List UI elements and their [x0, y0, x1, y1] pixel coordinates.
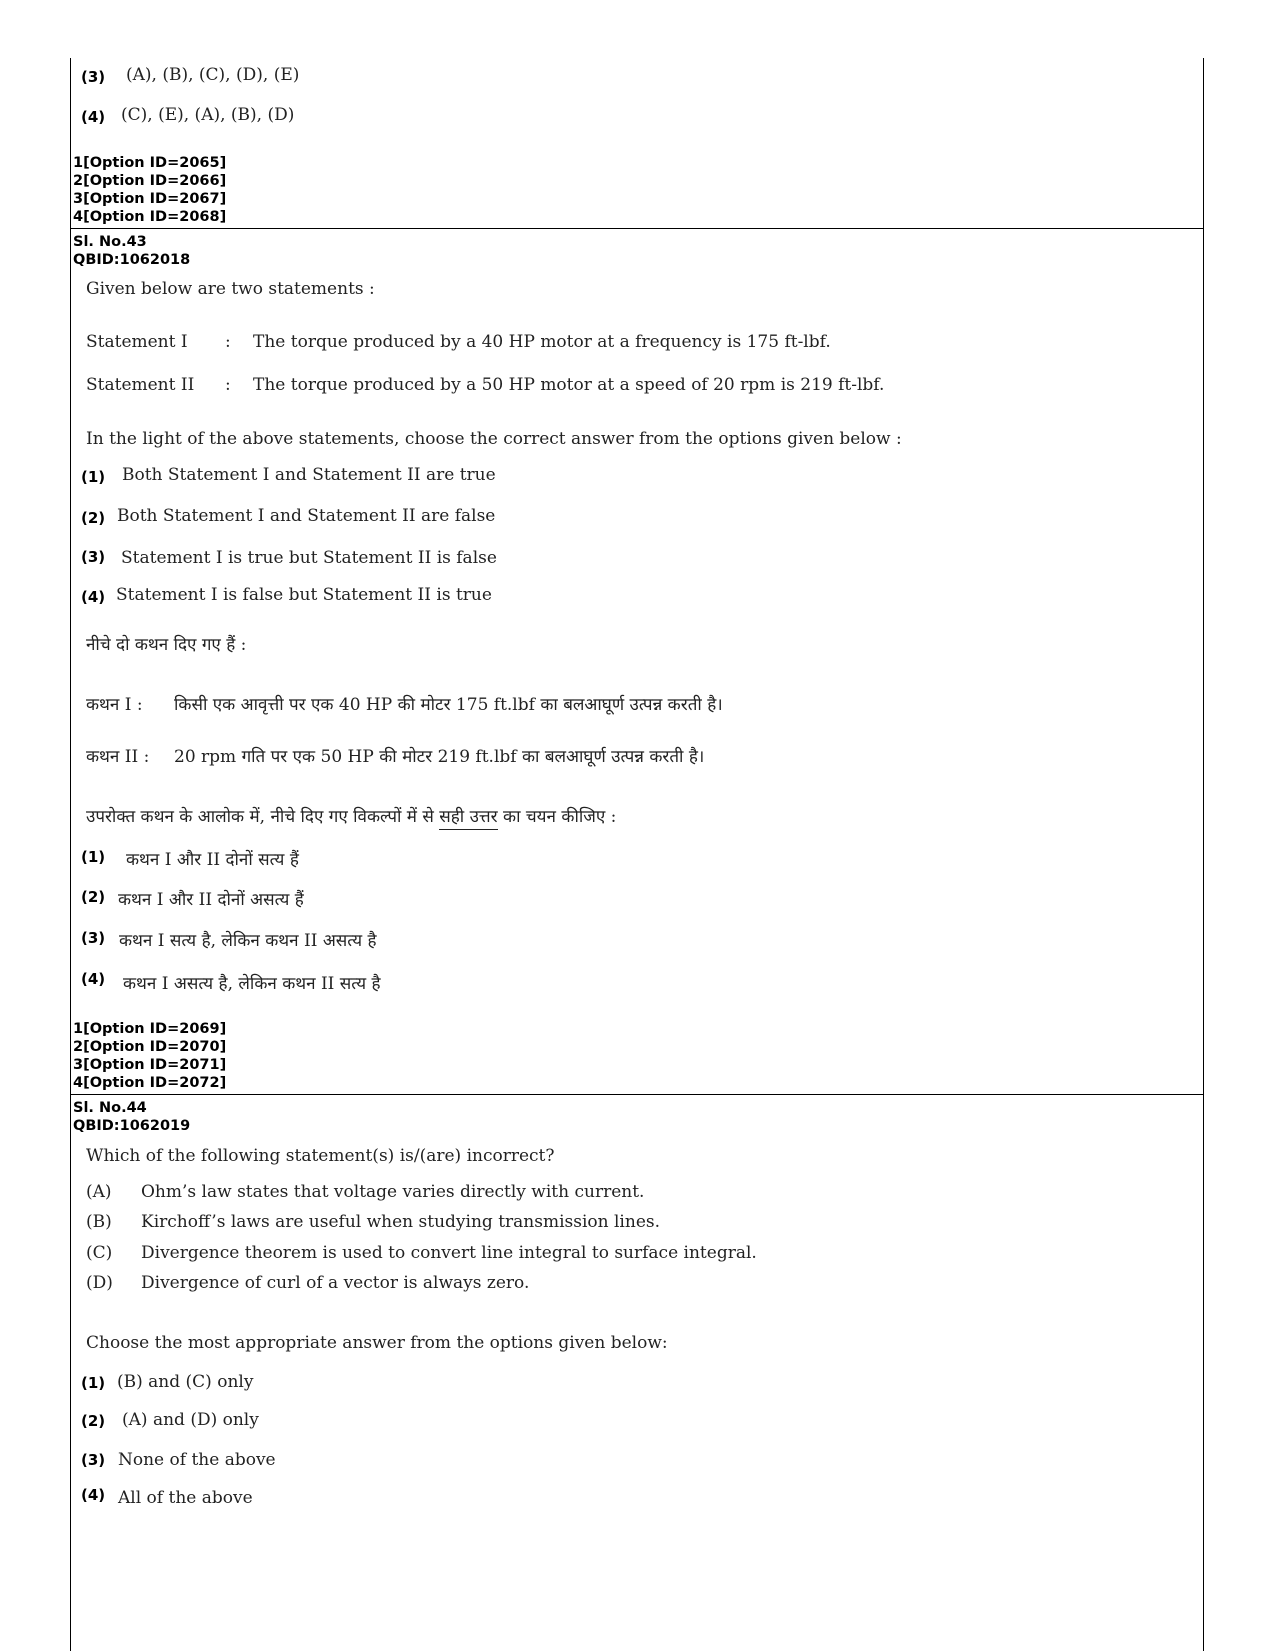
question-divider	[71, 1094, 1204, 1095]
option-text: Both Statement I and Statement II are true	[122, 465, 496, 485]
option-id: 2[Option ID=2070]	[73, 1039, 227, 1055]
option-text: कथन I और II दोनों असत्य हैं	[118, 890, 304, 910]
option-text: (A) and (D) only	[122, 1410, 259, 1430]
prompt-underlined: सही उत्तर	[439, 807, 497, 830]
prompt-text: उपरोक्त कथन के आलोक में, नीचे दिए गए विकल्पों में से	[86, 807, 440, 827]
item-text: Divergence of curl of a vector is always zero.	[141, 1273, 530, 1293]
option-number: (3)	[81, 1451, 106, 1469]
option-text: (B) and (C) only	[117, 1372, 254, 1392]
option-text: कथन I असत्य है, लेकिन कथन II सत्य है	[123, 974, 381, 994]
item-label: (B)	[86, 1212, 112, 1232]
statement-separator: :	[225, 332, 231, 352]
option-text: कथन I सत्य है, लेकिन कथन II असत्य है	[119, 931, 377, 951]
qbid: QBID:1062018	[73, 252, 191, 268]
item-label: (C)	[86, 1243, 113, 1263]
option-text: None of the above	[118, 1450, 276, 1470]
statement-text: 20 rpm गति पर एक 50 HP की मोटर 219 ft.lbf का बलआघूर्ण उत्पन्न करती है।	[174, 747, 705, 767]
statement-text: किसी एक आवृत्ती पर एक 40 HP की मोटर 175 ft.lbf का बलआघूर्ण उत्पन्न करती है।	[174, 695, 723, 715]
option-text: कथन I और II दोनों सत्य हैं	[126, 850, 299, 870]
statement-separator: :	[225, 375, 231, 395]
q42-option-ids	[73, 154, 226, 226]
option-id: 4[Option ID=2068]	[73, 209, 227, 225]
item-text: Divergence theorem is used to convert line integral to surface integral.	[141, 1243, 757, 1263]
q43-prompt: In the light of the above statements, choose the correct answer from the options given below :	[86, 429, 902, 449]
item-text: Ohm’s law states that voltage varies directly with current.	[141, 1182, 645, 1202]
option-number: (3)	[81, 68, 106, 86]
serial-number: Sl. No.44	[73, 1100, 147, 1116]
option-id: 1[Option ID=2069]	[73, 1021, 227, 1037]
q44-intro: Which of the following statement(s) is/(are) incorrect?	[86, 1146, 555, 1166]
option-number: (4)	[81, 1486, 106, 1504]
q43-hindi-intro: नीचे दो कथन दिए गए हैं :	[86, 635, 247, 655]
q43-hindi-prompt	[86, 804, 616, 827]
statement-text: The torque produced by a 40 HP motor at a frequency is 175 ft-lbf.	[253, 332, 831, 352]
option-id: 1[Option ID=2065]	[73, 155, 227, 171]
question-paper-page	[70, 58, 1204, 1651]
option-number: (2)	[81, 888, 106, 906]
statement-text: The torque produced by a 50 HP motor at a speed of 20 rpm is 219 ft-lbf.	[253, 375, 885, 395]
item-label: (A)	[86, 1182, 112, 1202]
statement-label: कथन I :	[86, 695, 143, 715]
option-id: 2[Option ID=2066]	[73, 173, 227, 189]
item-text: Kirchoff’s laws are useful when studying transmission lines.	[141, 1212, 661, 1232]
option-number: (4)	[81, 588, 106, 606]
option-text: (C), (E), (A), (B), (D)	[121, 105, 295, 125]
statement-label: Statement II	[86, 375, 195, 395]
q44-prompt: Choose the most appropriate answer from the options given below:	[86, 1333, 668, 1353]
q43-header	[73, 233, 190, 269]
option-number: (1)	[81, 848, 106, 866]
option-id: 4[Option ID=2072]	[73, 1075, 227, 1091]
option-number: (4)	[81, 970, 106, 988]
option-number: (4)	[81, 108, 106, 126]
option-number: (3)	[81, 929, 106, 947]
option-number: (1)	[81, 1374, 106, 1392]
option-number: (2)	[81, 509, 106, 527]
option-text: Both Statement I and Statement II are false	[117, 506, 496, 526]
statement-label: Statement I	[86, 332, 188, 352]
statement-label: कथन II :	[86, 747, 150, 767]
option-text: Statement I is false but Statement II is true	[116, 585, 492, 605]
prompt-text: का चयन कीजिए :	[497, 807, 617, 827]
option-number: (1)	[81, 468, 106, 486]
serial-number: Sl. No.43	[73, 234, 147, 250]
option-text: Statement I is true but Statement II is false	[121, 548, 497, 568]
q43-option-ids	[73, 1020, 226, 1092]
option-number: (3)	[81, 548, 106, 566]
option-id: 3[Option ID=2071]	[73, 1057, 227, 1073]
option-number: (2)	[81, 1412, 106, 1430]
qbid: QBID:1062019	[73, 1118, 191, 1134]
q44-header	[73, 1099, 190, 1135]
option-text: (A), (B), (C), (D), (E)	[126, 65, 300, 85]
q43-intro: Given below are two statements :	[86, 279, 375, 299]
item-label: (D)	[86, 1273, 113, 1293]
question-divider	[71, 228, 1204, 229]
option-text: All of the above	[118, 1488, 253, 1508]
option-id: 3[Option ID=2067]	[73, 191, 227, 207]
